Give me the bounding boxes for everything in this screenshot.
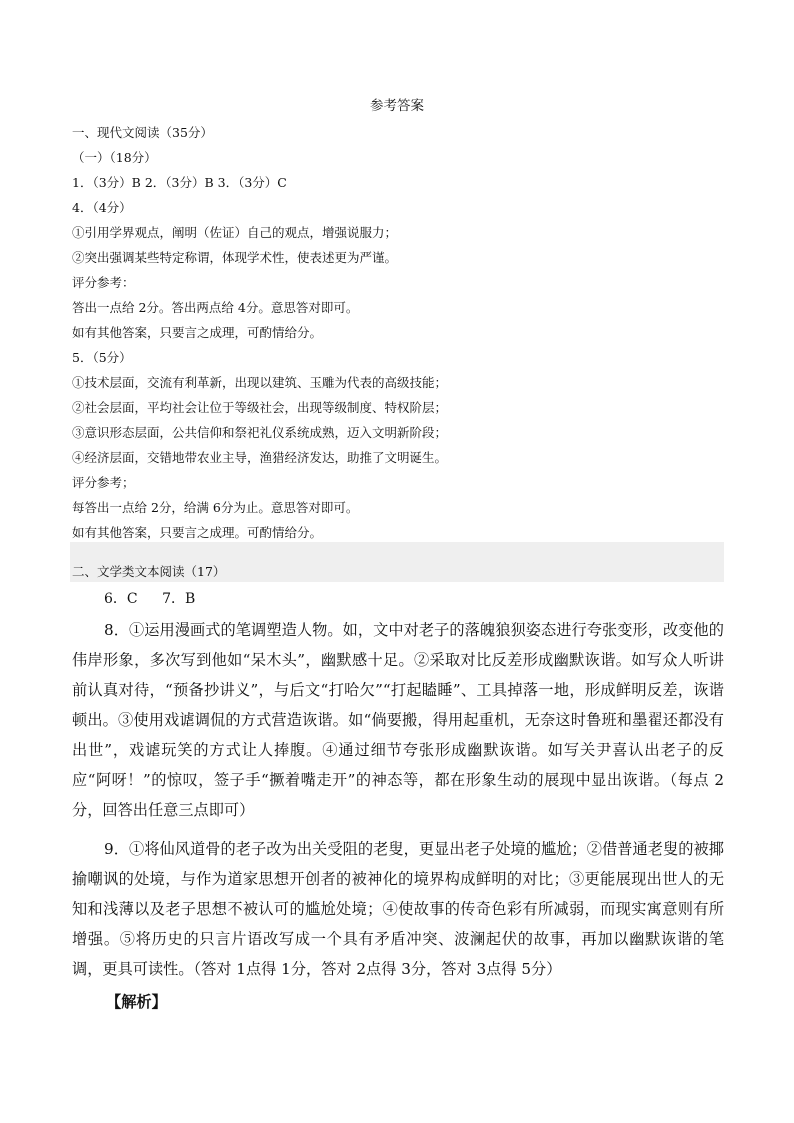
scoring-note: 如有其他答案，只要言之成理。可酌情给分。	[72, 525, 323, 540]
answer-paragraph-q9: 9．①将仙风道骨的老子改为出关受阻的老叟，更显出老子处境的尴尬；②借普通老叟的被揶揄嘲讽的处境，与作为道家思想开创者的被神化的境界构成鲜明的对比；③更能展现出世人的无知和浅薄以及老子思想不被认可的尴尬处境；④使故事的传奇色彩有所减弱，而现实寓意则有所增强。⑤将历史的只言片语改写成一个具有矛盾冲突、波澜起伏的故事，再加以幽默诙谐的笔调，更具可读性。（答对 1点得 1分，答对 2点得 3分，答对 3点得 5分）	[72, 840, 724, 978]
answer-point: ①技术层面，交流有利革新，出现以建筑、玉雕为代表的高级技能；	[72, 375, 448, 390]
page-title: 参考答案	[370, 98, 424, 114]
section-modern-reading	[72, 120, 732, 545]
analysis-label: 【解析】	[106, 993, 167, 1011]
scoring-note: 答出一点给 2分。答出两点给 4分。意思答对即可。	[72, 300, 359, 315]
subsection-heading: （一）（18分）	[72, 150, 157, 165]
scoring-note: 如有其他答案，只要言之成理，可酌情给分。	[72, 325, 323, 340]
answer-point: ①引用学界观点，阐明（佐证）自己的观点，增强说服力；	[72, 225, 398, 240]
answer-point: ③意识形态层面，公共信仰和祭祀礼仪系统成熟，迈入文明新阶段；	[72, 425, 448, 440]
question-heading-q4: 4．（4分）	[72, 200, 132, 215]
answer-point: ②社会层面，平均社会让位于等级社会，出现等级制度、特权阶层；	[72, 400, 448, 415]
answer-paragraph-q8: 8．①运用漫画式的笔调塑造人物。如，文中对老子的落魄狼狈姿态进行夸张变形，改变他的伟岸形象，多次写到他如“呆木头”，幽默感十足。②采取对比反差形成幽默诙谐。如写众人听讲前认真对待，“预备抄讲义”，与后文“打哈欠”“打起瞌睡”、工具掉落一地，形成鲜明反差，诙谐顿出。③使用戏谑调侃的方式营造诙谐。如“倘要搬，得用起重机，无奈这时鲁班和墨翟还都没有出世”，戏谑玩笑的方式让人捧腹。④通过细节夸张形成幽默诙谐。如写关尹喜认出老子的反应“阿呀！”的惊叹，签子手“撅着嘴走开”的神态等，都在形象生动的展现中显出诙谐。（每点 2分，回答出任意三点即可）	[72, 621, 724, 819]
question-heading-q5: 5．（5分）	[72, 350, 132, 365]
section-heading-literary: 二、文学类文本阅读（17）	[72, 564, 226, 579]
answer-line-q6-7: 6．C 7．B	[104, 591, 196, 607]
answer-line-q1-3: 1．（3分）B 2．（3分）B 3．（3分）C	[72, 175, 287, 190]
scoring-label: 评分参考：	[72, 275, 135, 290]
section-heading: 一、现代文阅读（35分）	[72, 125, 213, 140]
answer-point: ②突出强调某些特定称谓，体现学术性，使表述更为严谨。	[72, 250, 398, 265]
answer-point: ④经济层面，交错地带农业主导，渔猎经济发达，助推了文明诞生。	[72, 450, 448, 465]
scoring-label: 评分参考；	[72, 475, 135, 490]
scoring-note: 每答出一点给 2分，给满 6分为止。意思答对即可。	[72, 500, 359, 515]
